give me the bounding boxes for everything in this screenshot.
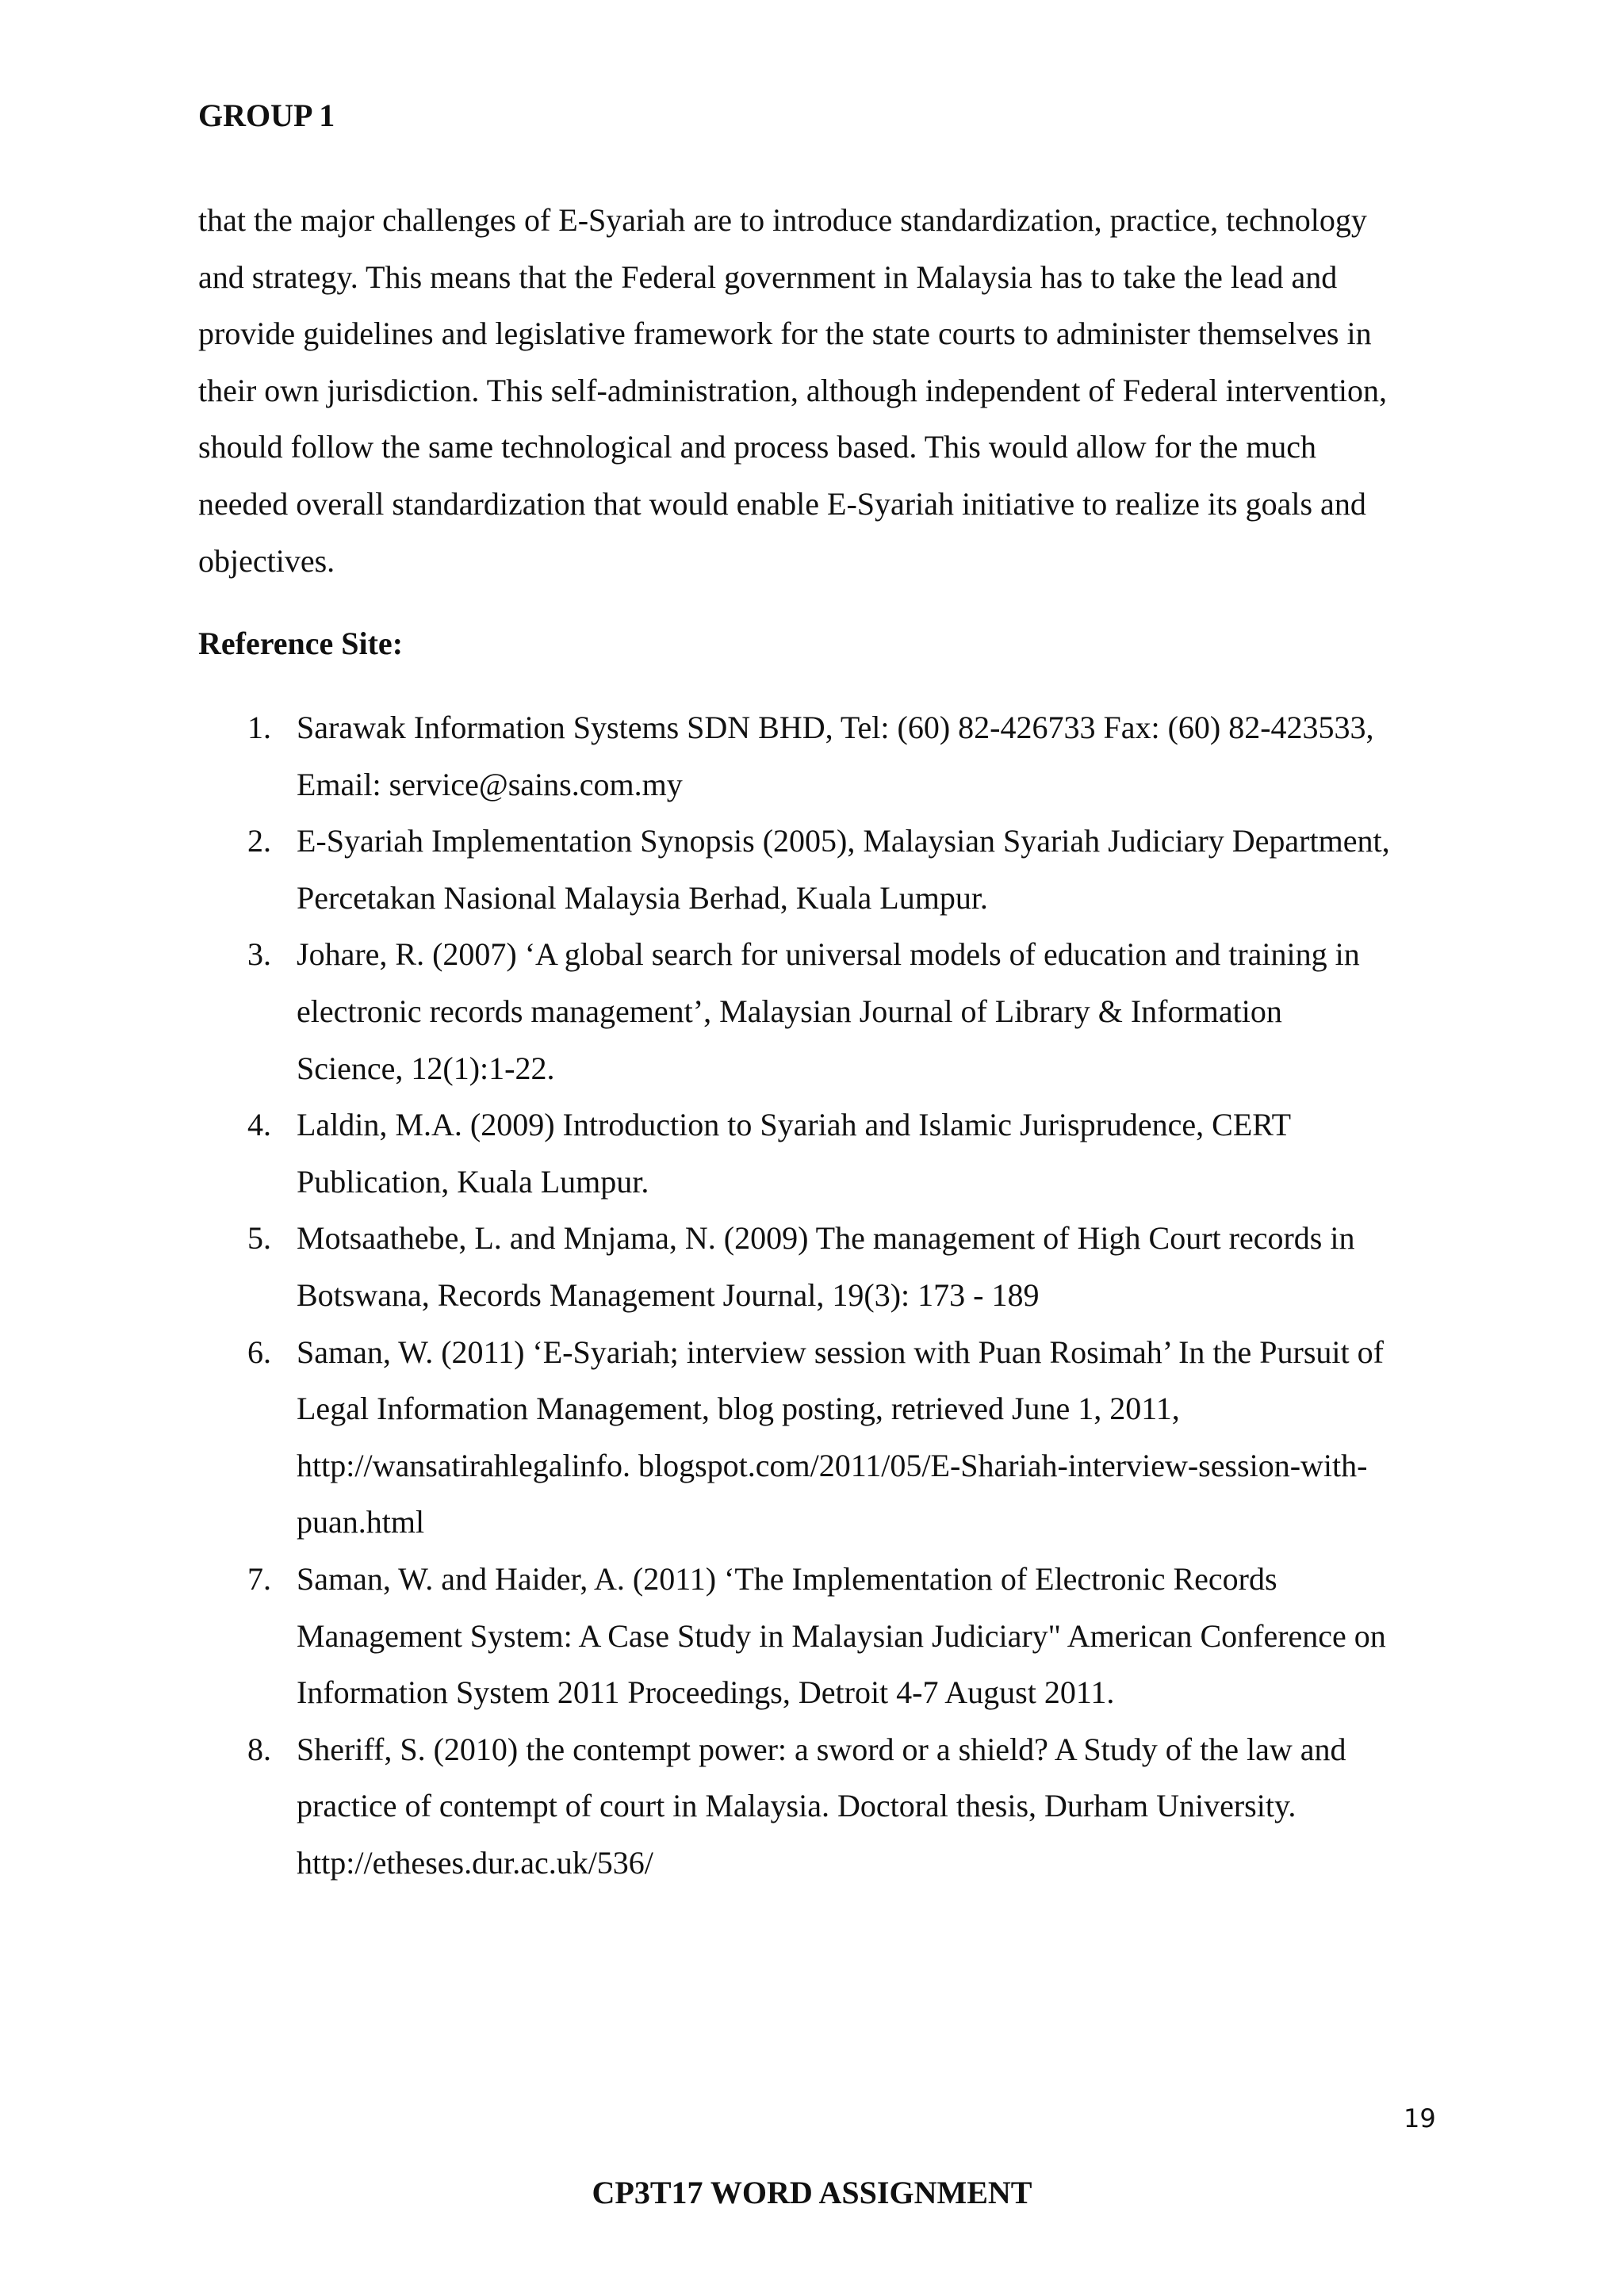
page-footer: CP3T17 WORD ASSIGNMENT [592, 2175, 1032, 2210]
reference-number: 6. [247, 1334, 271, 1370]
body-paragraph [198, 192, 1435, 589]
reference-list [198, 699, 1451, 1891]
reference-line: Management System: A Case Study in Malaysian Judiciary" American Conference on [297, 1617, 1386, 1654]
reference-line: Johare, R. (2007) ‘A global search for universal models of education and training in [297, 936, 1360, 973]
reference-heading: Reference Site: [198, 626, 404, 661]
reference-number: 3. [247, 936, 271, 973]
reference-line: Motsaathebe, L. and Mnjama, N. (2009) The management of High Court records in [297, 1220, 1355, 1257]
paragraph-line: needed overall standardization that would enable E-Syariah initiative to realize its goals and [198, 485, 1366, 522]
reference-number: 7. [247, 1560, 271, 1597]
reference-item-8 [198, 1721, 1451, 1892]
reference-item-3 [198, 926, 1451, 1096]
reference-link: http://etheses.dur.ac.uk/536/ [297, 1844, 653, 1881]
reference-line: Botswana, Records Management Journal, 19(3): 173 - 189 [297, 1276, 1040, 1313]
reference-line: Legal Information Management, blog posting, retrieved June 1, 2011, [297, 1391, 1180, 1427]
reference-item-5 [198, 1210, 1451, 1323]
reference-line: Percetakan Nasional Malaysia Berhad, Kuala Lumpur. [297, 879, 988, 916]
reference-number: 5. [247, 1220, 271, 1257]
page-header: GROUP 1 [198, 98, 335, 133]
reference-item-4 [198, 1096, 1451, 1210]
reference-line: practice of contempt of court in Malaysia. Doctoral thesis, Durham University. [297, 1788, 1297, 1824]
reference-line: Saman, W. and Haider, A. (2011) ‘The Implementation of Electronic Records [297, 1560, 1277, 1597]
reference-number: 8. [247, 1731, 271, 1767]
reference-link: http://wansatirahlegalinfo. blogspot.com/2011/05/E-Shariah-interview-session-with- [297, 1447, 1368, 1483]
reference-line: Sarawak Information Systems SDN BHD, Tel: (60) 82-426733 Fax: (60) 82-423533, [297, 710, 1374, 745]
reference-item-2 [198, 813, 1451, 926]
page-number: 19 [1404, 2103, 1436, 2133]
paragraph-line: and strategy. This means that the Federal government in Malaysia has to take the lead and [198, 258, 1338, 295]
reference-line: Laldin, M.A. (2009) Introduction to Syariah and Islamic Jurisprudence, CERT [297, 1107, 1292, 1143]
reference-number: 4. [247, 1107, 271, 1143]
paragraph-line: objectives. [198, 542, 335, 579]
reference-number: 2. [247, 823, 271, 859]
paragraph-line: should follow the same technological and process based. This would allow for the much [198, 429, 1317, 465]
reference-line: Saman, W. (2011) ‘E-Syariah; interview session with Puan Rosimah’ In the Pursuit of [297, 1334, 1384, 1370]
reference-number: 1. [247, 710, 271, 745]
reference-item-1 [198, 699, 1451, 813]
paragraph-line: their own jurisdiction. This self-administration, although independent of Federal intervention, [198, 372, 1387, 408]
reference-line: electronic records management’, Malaysian Journal of Library & Information [297, 993, 1282, 1029]
reference-item-7 [198, 1551, 1451, 1721]
reference-line: Sheriff, S. (2010) the contempt power: a sword or a shield? A Study of the law and [297, 1731, 1346, 1767]
reference-line: E-Syariah Implementation Synopsis (2005), Malaysian Syariah Judiciary Department, [297, 823, 1390, 859]
reference-line: Information System 2011 Proceedings, Detroit 4-7 August 2011. [297, 1674, 1115, 1711]
reference-line: Science, 12(1):1-22. [297, 1050, 555, 1086]
reference-line: Publication, Kuala Lumpur. [297, 1163, 649, 1200]
paragraph-line: provide guidelines and legislative framework for the state courts to administer themselves in [198, 316, 1372, 352]
reference-link: puan.html [297, 1504, 425, 1540]
reference-line: Email: service@sains.com.my [297, 766, 683, 802]
reference-item-6 [198, 1324, 1451, 1551]
paragraph-line: that the major challenges of E-Syariah are to introduce standardization, practice, technology [198, 202, 1367, 238]
